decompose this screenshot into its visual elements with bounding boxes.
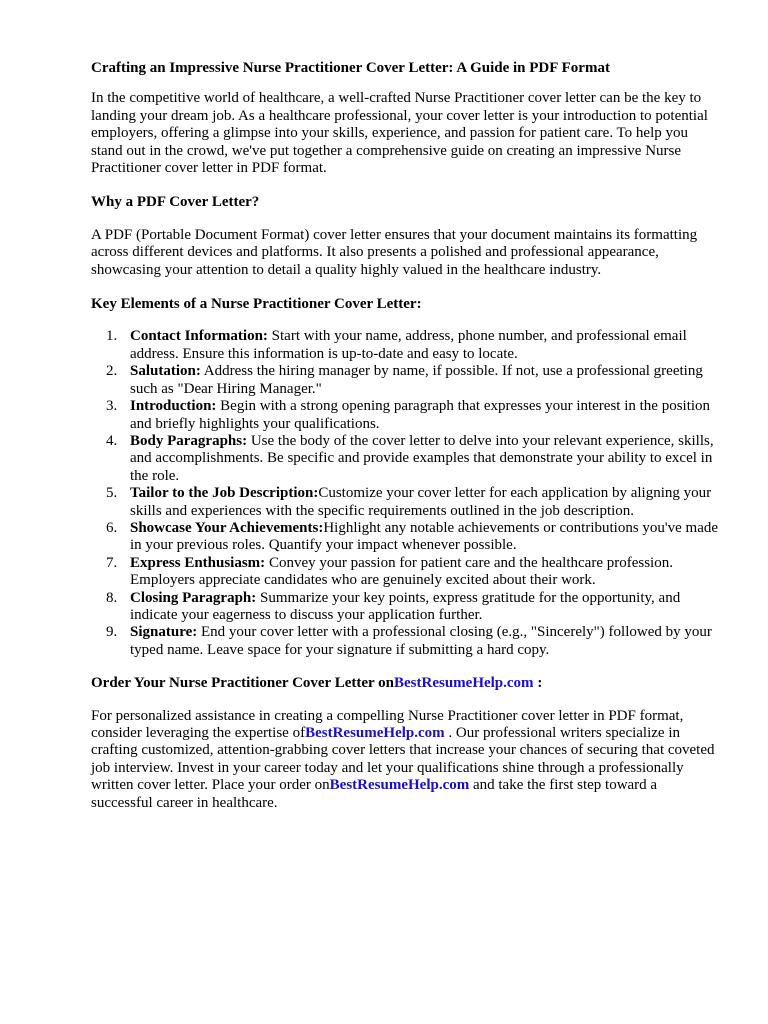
- list-number: 4.: [106, 432, 118, 449]
- key-elements-heading: Key Elements of a Nurse Practitioner Cover Letter:: [91, 296, 422, 313]
- list-text: Highlight any notable achievements or contributions you've made in your previous roles. Quantify your impact whenever possible.: [130, 519, 719, 554]
- order-text-2: . Our professional writers specialize in crafting customized, attention-grabbing cover letters that increase your chances of securing that coveted job interview. Invest in your career today and let your qualifications shine through a professionally written cover letter. Place your order on: [91, 725, 715, 794]
- list-item: [91, 363, 722, 398]
- intro-paragraph: In the competitive world of healthcare, a well-crafted Nurse Practitioner cover letter can be the key to landing your dream job. As a healthcare professional, your cover letter is your introduction to potential employers, offering a glimpse into your skills, experience, and passion for patient care. To help you stand out in the crowd, we've put together a comprehensive guide on creating an impressive Nurse Practitioner cover letter in PDF format.: [91, 90, 708, 177]
- list-term: Closing Paragraph:: [130, 589, 257, 606]
- list-item: [91, 433, 722, 485]
- list-term: Showcase Your Achievements:: [130, 519, 324, 536]
- list-text: Begin with a strong opening paragraph that expresses your interest in the position and briefly highlights your qualifications.: [130, 398, 711, 432]
- order-text-1: For personalized assistance in creating a compelling Nurse Practitioner cover letter in PDF format, consider leveraging the expertise of: [91, 707, 684, 741]
- document-title: Crafting an Impressive Nurse Practitioner Cover Letter: A Guide in PDF Format: [91, 60, 610, 76]
- list-text: Use the body of the cover letter to delve into your relevant experience, skills, and accomplishments. Be specific and provide examples that demonstrate your ability to excel in the role.: [130, 432, 714, 484]
- list-term: Contact Information:: [130, 328, 268, 345]
- list-item: [91, 520, 722, 555]
- list-term: Body Paragraphs:: [130, 432, 248, 449]
- list-number: 2.: [106, 363, 118, 380]
- bestresumehelp-link-1[interactable]: BestResumeHelp.com: [305, 725, 445, 741]
- list-number: 6.: [106, 519, 118, 536]
- list-text: Convey your passion for patient care and the healthcare profession. Employers appreciate candidates who are genuinely excited about their work.: [130, 554, 673, 589]
- list-item: [91, 485, 722, 520]
- list-term: Express Enthusiasm:: [130, 554, 266, 571]
- list-number: 5.: [106, 485, 118, 502]
- list-text: Customize your cover letter for each application by aligning your skills and experiences with the specific requirements outlined in the job description.: [130, 485, 712, 519]
- list-term: Salutation:: [130, 363, 201, 380]
- list-item: [91, 624, 722, 659]
- list-term: Tailor to the Job Description:: [130, 485, 319, 502]
- list-number: 9.: [106, 624, 118, 641]
- list-text: Start with your name, address, phone number, and professional email address. Ensure this information is up-to-date and easy to locate.: [130, 328, 687, 362]
- list-item: [91, 398, 722, 433]
- list-number: 8.: [106, 589, 118, 606]
- list-term: Signature:: [130, 624, 198, 641]
- list-item: [91, 555, 722, 590]
- order-heading: [91, 675, 722, 692]
- list-number: 1.: [106, 328, 118, 345]
- bestresumehelp-link-2[interactable]: BestResumeHelp.com: [329, 777, 470, 794]
- list-text: Address the hiring manager by name, if possible. If not, use a professional greeting such as "Dear Hiring Manager.": [130, 363, 703, 397]
- order-heading-colon: :: [533, 675, 543, 692]
- why-pdf-heading: Why a PDF Cover Letter?: [91, 194, 260, 211]
- list-item: [91, 590, 722, 625]
- why-pdf-paragraph: A PDF (Portable Document Format) cover letter ensures that your document maintains its formatting across different devices and platforms. It also presents a polished and professional appearance, showcasing your attention to detail a quality highly valued in the healthcare industry.: [91, 226, 698, 278]
- order-paragraph: [91, 708, 722, 812]
- list-term: Introduction:: [130, 398, 217, 415]
- order-text-3: and take the first step toward a successful career in healthcare.: [91, 777, 658, 811]
- list-number: 3.: [106, 398, 118, 415]
- list-text: End your cover letter with a professional closing (e.g., "Sincerely") followed by your typed name. Leave space for your signature if submitting a hard copy.: [130, 624, 712, 658]
- order-heading-text: Order Your Nurse Practitioner Cover Letter on: [91, 675, 394, 692]
- key-elements-list: [91, 328, 722, 659]
- order-heading-link[interactable]: BestResumeHelp.com: [394, 675, 534, 692]
- list-number: 7.: [106, 554, 118, 571]
- list-item: [91, 328, 722, 363]
- list-text: Summarize your key points, express gratitude for the opportunity, and indicate your eagerness to discuss your application further.: [130, 589, 681, 623]
